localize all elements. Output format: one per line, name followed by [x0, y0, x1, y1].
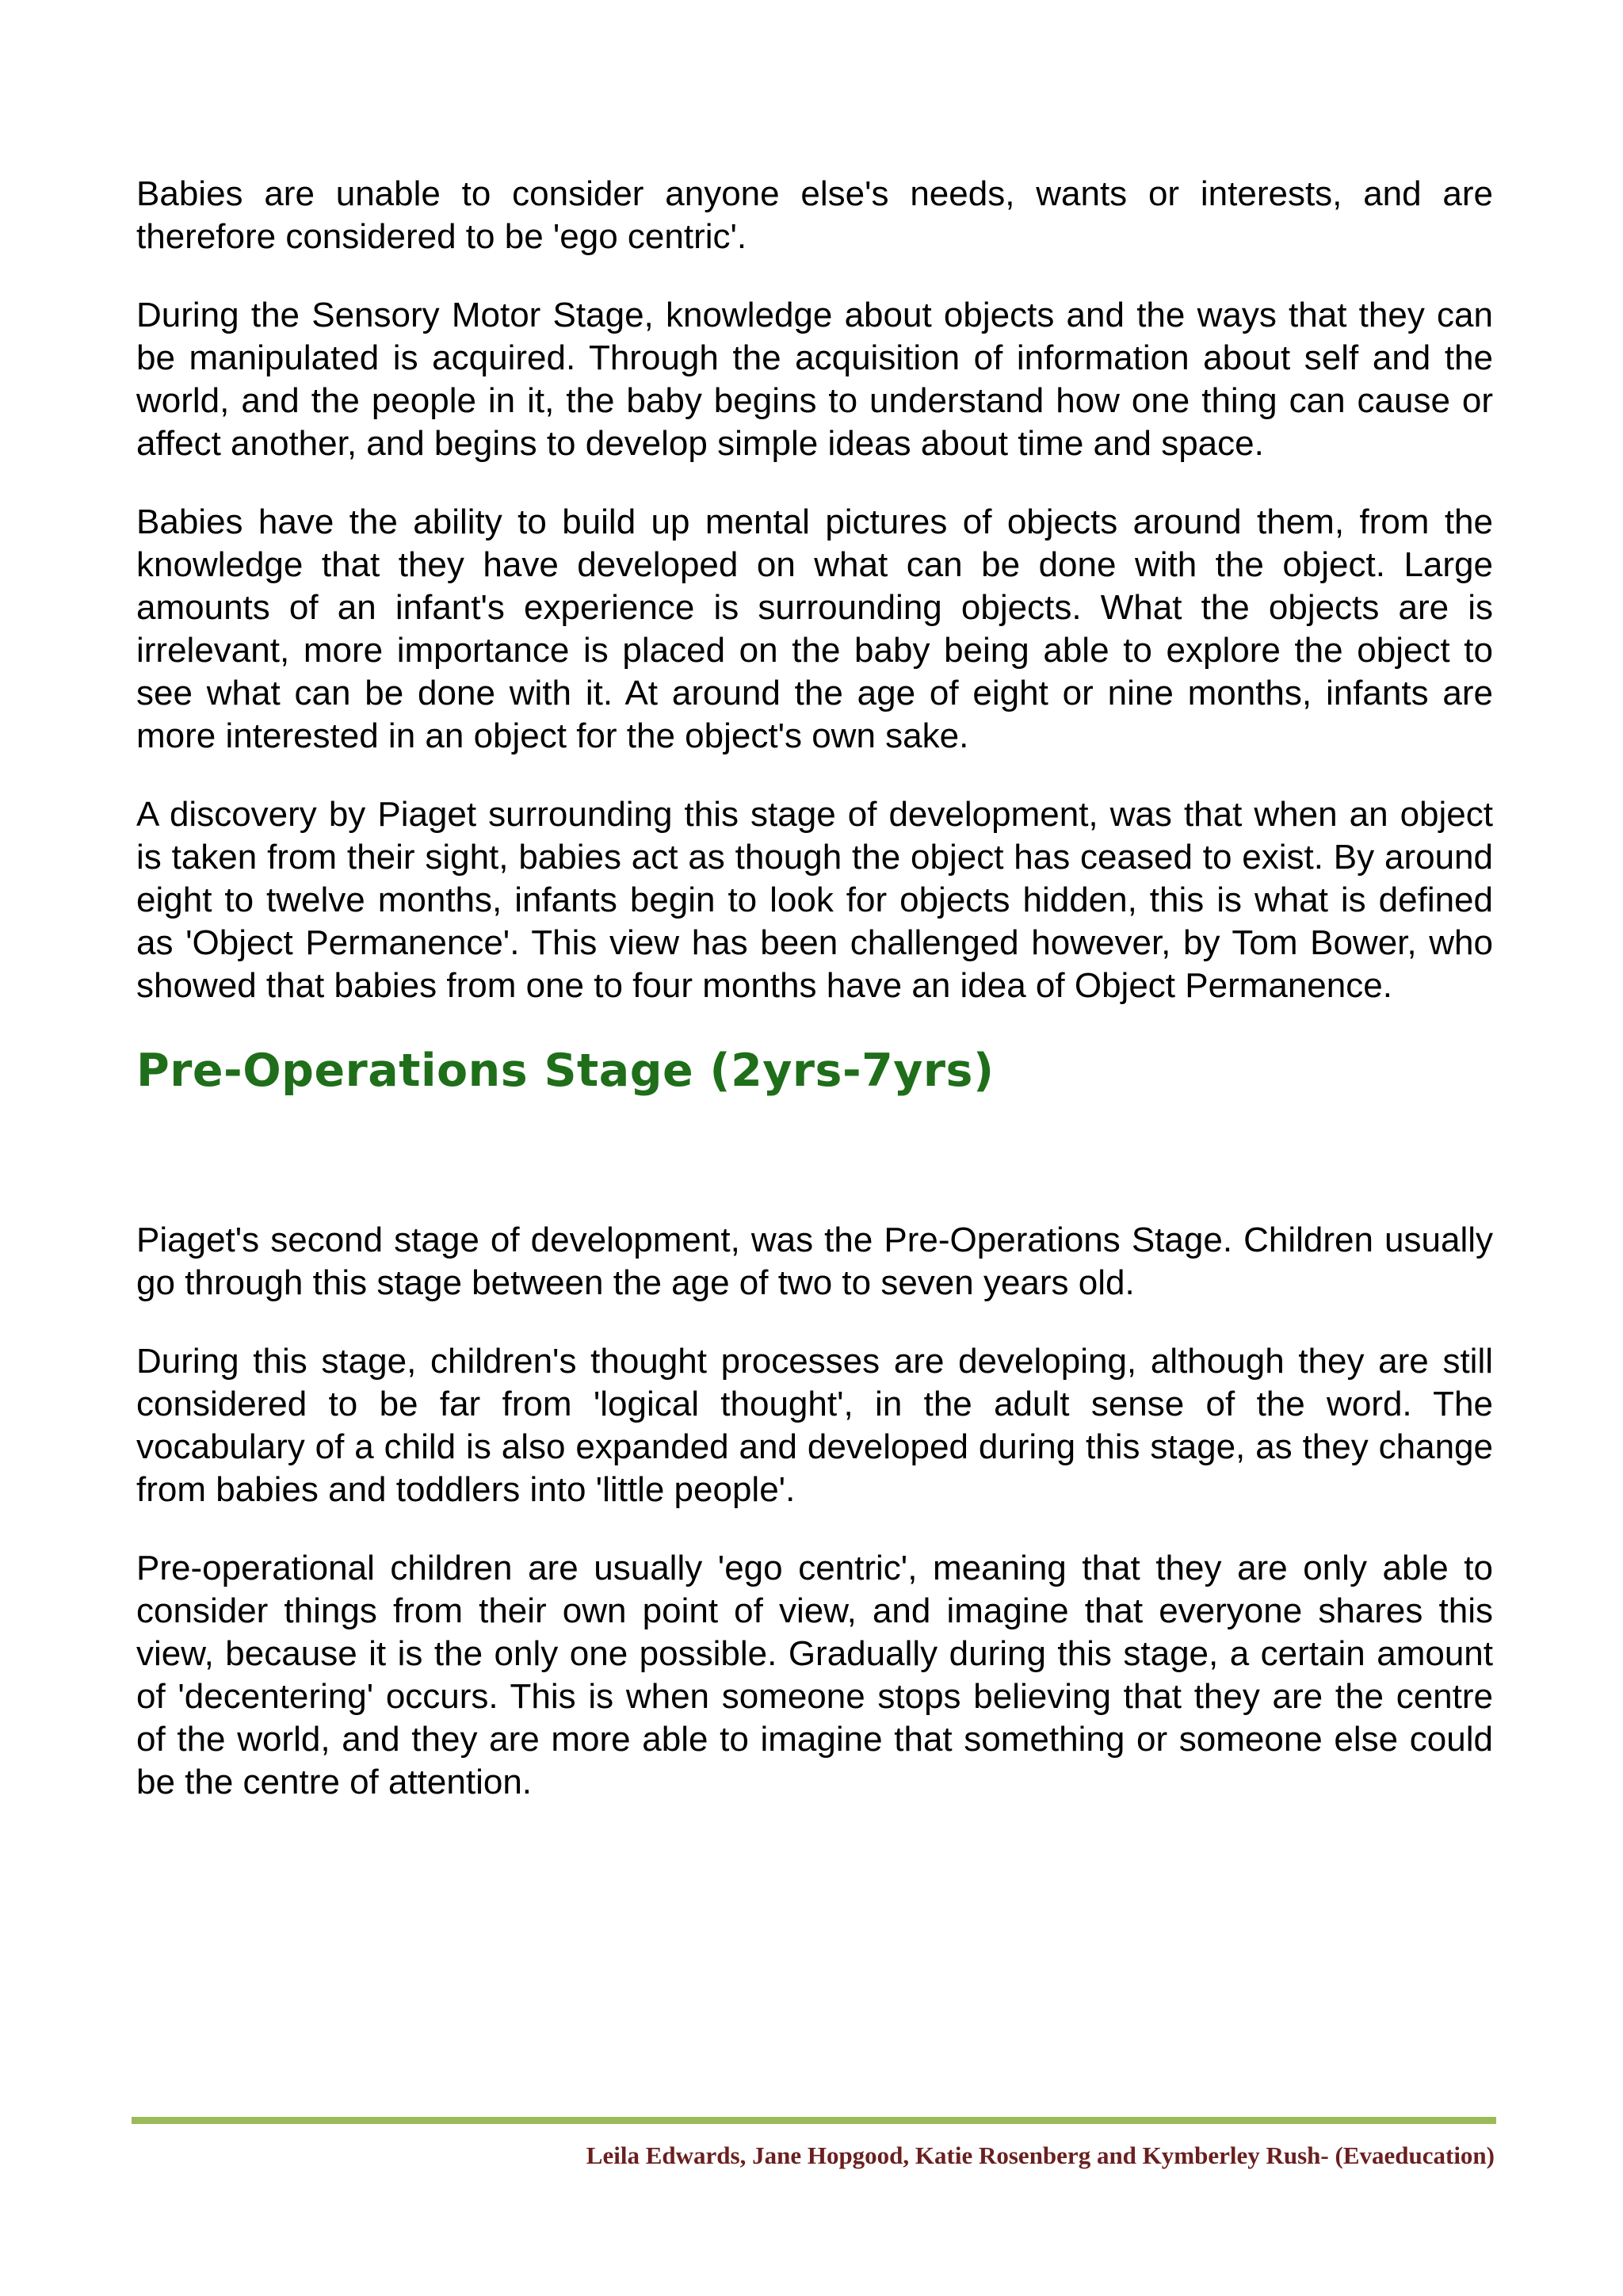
paragraph-mental-pictures: Babies have the ability to build up mental pictures of objects around them, from the knowledge that they have developed on what can be done with the object. Large amounts of an infant's experience is surrounding objects. What the objects are is irrelevant, more importance is placed on the baby being able to explore the object to see what can be done with it. At around the age of eight or nine months, infants are more interested in an object for the object's own sake.	[136, 502, 1493, 755]
heading-spacer	[136, 1098, 1493, 1219]
paragraph-sensory-motor: During the Sensory Motor Stage, knowledge about objects and the ways that they can be manipulated is acquired. Through the acquisition of information about self and the world, and the people in it, the baby begins to understand how one thing can cause or affect another, and begins to develop simple ideas about time and space.	[136, 296, 1493, 463]
paragraph-decentering: Pre-operational children are usually 'ego centric', meaning that they are only able to consider things from their own point of view, and imagine that everyone shares this view, because it is the only one possible. Gradually during this stage, a certain amount of 'decentering' occurs. This is when someone stops believing that they are the centre of the world, and they are more able to imagine that something or someone else could be the centre of attention.	[136, 1549, 1493, 1801]
page-content	[136, 173, 1493, 1839]
paragraph-object-permanence: A discovery by Piaget surrounding this stage of development, was that when an object is taken from their sight, babies act as though the object has ceased to exist. By around eight to twelve months, infants begin to look for objects hidden, this is what is defined as 'Object Permanence'. This view has been challenged however, by Tom Bower, who showed that babies from one to four months have an idea of Object Permanence.	[136, 795, 1493, 1005]
section-heading: Pre-Operations Stage (2yrs-7yrs)	[136, 1045, 995, 1097]
footer-authors: Leila Edwards, Jane Hopgood, Katie Rosenberg and Kymberley Rush- (Evaeducation)	[586, 2141, 1495, 2169]
paragraph-thought-processes: During this stage, children's thought processes are developing, although they are still considered to be far from 'logical thought', in the adult sense of the word. The vocabulary of a child is also expanded and developed during this stage, as they change from babies and toddlers into 'little people'.	[136, 1342, 1493, 1509]
footer-divider	[132, 2117, 1496, 2124]
paragraph-second-stage: Piaget's second stage of development, was the Pre-Operations Stage. Children usually go through this stage between the age of two to seven years old.	[136, 1221, 1493, 1302]
paragraph-ego-centric: Babies are unable to consider anyone else's needs, wants or interests, and are therefore considered to be 'ego centric'.	[136, 174, 1493, 256]
